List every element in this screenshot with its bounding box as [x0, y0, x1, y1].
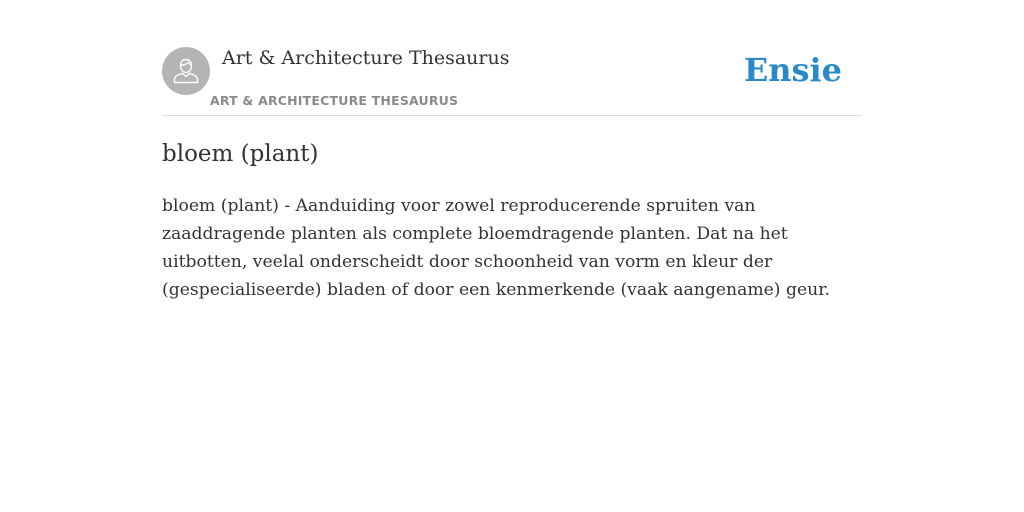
entry-definition: bloem (plant) - Aanduiding voor zowel reproducerende spruiten van zaaddragende planten als complete bloemdragende planten. Dat na het uitbotten, veelal onderscheidt door schoonheid van vorm en kleur der (gespecialiseerde) bladen of door een kenmerkende (vaak aangename) geur. [162, 196, 830, 300]
author-subtitle: ART & ARCHITECTURE THESAURUS [210, 93, 459, 108]
entry-header [162, 0, 862, 116]
entry-term-title: bloem (plant) [162, 141, 319, 167]
user-avatar-icon [170, 55, 202, 87]
content-container [162, 0, 862, 300]
author-name-link[interactable]: Art & Architecture Thesaurus [222, 47, 510, 69]
ensie-logo[interactable]: Ensie [743, 51, 842, 89]
author-avatar[interactable] [162, 47, 210, 95]
